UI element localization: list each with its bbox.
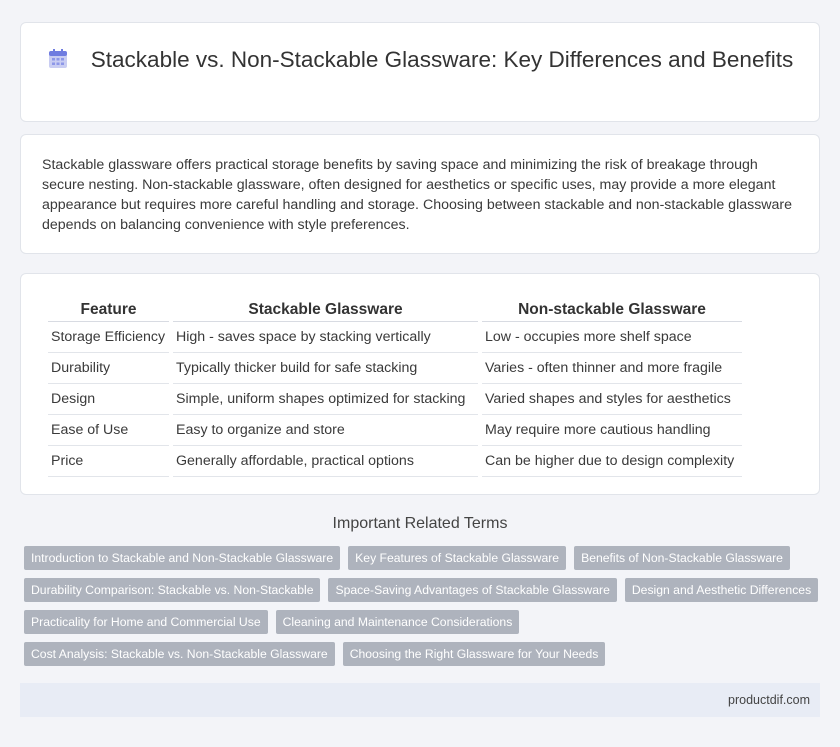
tag-row — [20, 546, 820, 570]
footer-site-link[interactable]: productdif.com — [728, 693, 810, 707]
table-row — [48, 384, 742, 415]
table-cell: Storage Efficiency — [48, 322, 169, 353]
table-cell: Simple, uniform shapes optimized for stacking — [173, 384, 478, 415]
table-row — [48, 415, 742, 446]
related-term-tag[interactable]: Cost Analysis: Stackable vs. Non-Stackable Glassware — [24, 642, 335, 666]
title-card — [20, 22, 820, 122]
calendar-icon — [47, 48, 69, 70]
related-term-tag[interactable]: Design and Aesthetic Differences — [625, 578, 818, 602]
related-terms-heading: Important Related Terms — [332, 515, 508, 532]
comparison-table — [44, 296, 746, 477]
table-cell: Can be higher due to design complexity — [482, 446, 742, 477]
tag-row — [20, 610, 820, 634]
page-title-text: Stackable vs. Non-Stackable Glassware: Key Differences and Benefits — [90, 47, 794, 72]
related-term-tag[interactable]: Cleaning and Maintenance Considerations — [276, 610, 520, 634]
table-cell: Easy to organize and store — [173, 415, 478, 446]
table-row — [48, 322, 742, 353]
tag-row — [20, 578, 820, 602]
table-cell: May require more cautious handling — [482, 415, 742, 446]
related-term-tag[interactable]: Choosing the Right Glassware for Your Needs — [343, 642, 606, 666]
table-header-row — [48, 296, 742, 322]
related-term-tag[interactable]: Space-Saving Advantages of Stackable Glassware — [328, 578, 616, 602]
table-row — [48, 446, 742, 477]
header-feature: Feature — [48, 296, 169, 322]
table-cell: Varies - often thinner and more fragile — [482, 353, 742, 384]
table-cell: High - saves space by stacking vertically — [173, 322, 478, 353]
table-cell: Generally affordable, practical options — [173, 446, 478, 477]
table-cell: Design — [48, 384, 169, 415]
tag-row — [20, 642, 820, 666]
related-term-tag[interactable]: Introduction to Stackable and Non-Stackable Glassware — [24, 546, 340, 570]
table-cell: Price — [48, 446, 169, 477]
table-cell: Varied shapes and styles for aesthetics — [482, 384, 742, 415]
related-term-tag[interactable]: Practicality for Home and Commercial Use — [24, 610, 268, 634]
intro-paragraph: Stackable glassware offers practical storage benefits by saving space and minimizing the risk of breakage through secure nesting. Non-stackable glassware, often designed for aesthetics or specific uses, may provide a more elegant appearance but requires more careful handling and storage. Choosing between stackable and non-stackable glassware depends on balancing convenience with style preferences. — [42, 157, 793, 233]
table-cell: Low - occupies more shelf space — [482, 322, 742, 353]
related-terms-tags — [20, 546, 820, 674]
table-cell: Ease of Use — [48, 415, 169, 446]
related-term-tag[interactable]: Durability Comparison: Stackable vs. Non-Stackable — [24, 578, 320, 602]
header-non-stackable: Non-stackable Glassware — [482, 296, 742, 322]
table-row — [48, 353, 742, 384]
header-stackable: Stackable Glassware — [173, 296, 478, 322]
footer — [20, 683, 820, 717]
table-cell: Typically thicker build for safe stacking — [173, 353, 478, 384]
related-term-tag[interactable]: Benefits of Non-Stackable Glassware — [574, 546, 790, 570]
related-term-tag[interactable]: Key Features of Stackable Glassware — [348, 546, 566, 570]
table-cell: Durability — [48, 353, 169, 384]
page-title — [21, 45, 819, 75]
comparison-card — [20, 273, 820, 495]
intro-card — [20, 134, 820, 254]
